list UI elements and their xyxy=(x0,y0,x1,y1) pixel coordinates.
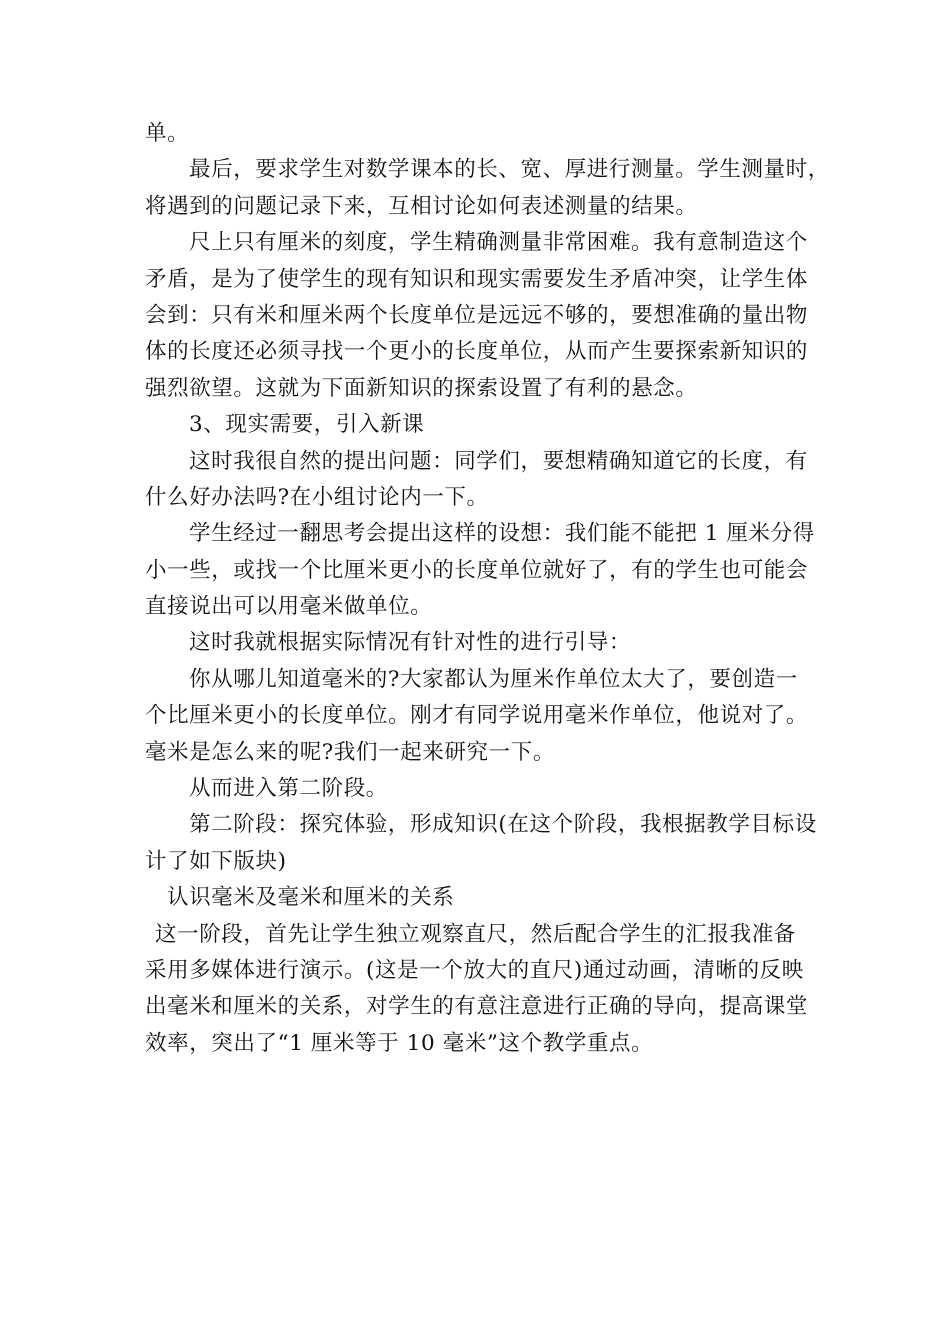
text-line: 这时我就根据实际情况有针对性的进行引导： xyxy=(189,630,632,656)
text-line: 认识毫米及毫米和厘米的关系 xyxy=(167,885,455,911)
text-line: 你从哪儿知道毫米的?大家都认为厘米作单位太大了，要创造一 xyxy=(189,666,798,692)
text-line: 这一阶段，首先让学生独立观察直尺，然后配合学生的汇报我准备 xyxy=(155,921,796,947)
text-line: 体的长度还必须寻找一个更小的长度单位，从而产生要探索新知识的 xyxy=(145,339,809,365)
text-line: 学生经过一翻思考会提出这样的设想：我们能不能把 1 厘米分得 xyxy=(189,521,815,547)
text-line: 单。 xyxy=(145,121,190,146)
text-line: 矛盾，是为了使学生的现有知识和现实需要发生矛盾冲突，让学生体 xyxy=(145,266,809,292)
text-line: 直接说出可以用毫米做单位。 xyxy=(145,594,433,620)
text-line: 最后，要求学生对数学课本的长、宽、厚进行测量。学生测量时， xyxy=(189,157,830,183)
text-line: 尺上只有厘米的刻度，学生精确测量非常困难。我有意制造这个 xyxy=(189,230,808,256)
text-line: 采用多媒体进行演示。(这是一个放大的直尺)通过动画，清晰的反映 xyxy=(145,957,804,983)
text-line: 小一些，或找一个比厘米更小的长度单位就好了，有的学生也可能会 xyxy=(145,557,809,583)
body-text xyxy=(145,116,830,1062)
text-line: 将遇到的问题记录下来，互相讨论如何表述测量的结果。 xyxy=(145,193,698,219)
text-line: 毫米是怎么来的呢?我们一起来研究一下。 xyxy=(145,739,555,765)
text-line: 第二阶段：探究体验，形成知识(在这个阶段，我根据教学目标设 xyxy=(189,812,817,838)
text-line: 这时我很自然的提出问题：同学们，要想精确知道它的长度，有 xyxy=(189,448,808,474)
text-line: 什么好办法吗?在小组讨论内一下。 xyxy=(145,484,489,510)
text-line: 出毫米和厘米的关系，对学生的有意注意进行正确的导向，提高课堂 xyxy=(145,994,809,1020)
text-line: 个比厘米更小的长度单位。刚才有同学说用毫米作单位，他说对了。 xyxy=(145,703,809,729)
text-line: 3、现实需要，引入新课 xyxy=(189,412,425,438)
text-line: 计了如下版块) xyxy=(145,848,287,874)
text-line: 强烈欲望。这就为下面新知识的探索设置了有利的悬念。 xyxy=(145,375,698,401)
text-line: 会到：只有米和厘米两个长度单位是远远不够的，要想准确的量出物 xyxy=(145,302,809,328)
text-line: 从而进入第二阶段。 xyxy=(189,776,388,802)
text-line: 效率，突出了“1 厘米等于 10 毫米”这个教学重点。 xyxy=(145,1030,654,1056)
